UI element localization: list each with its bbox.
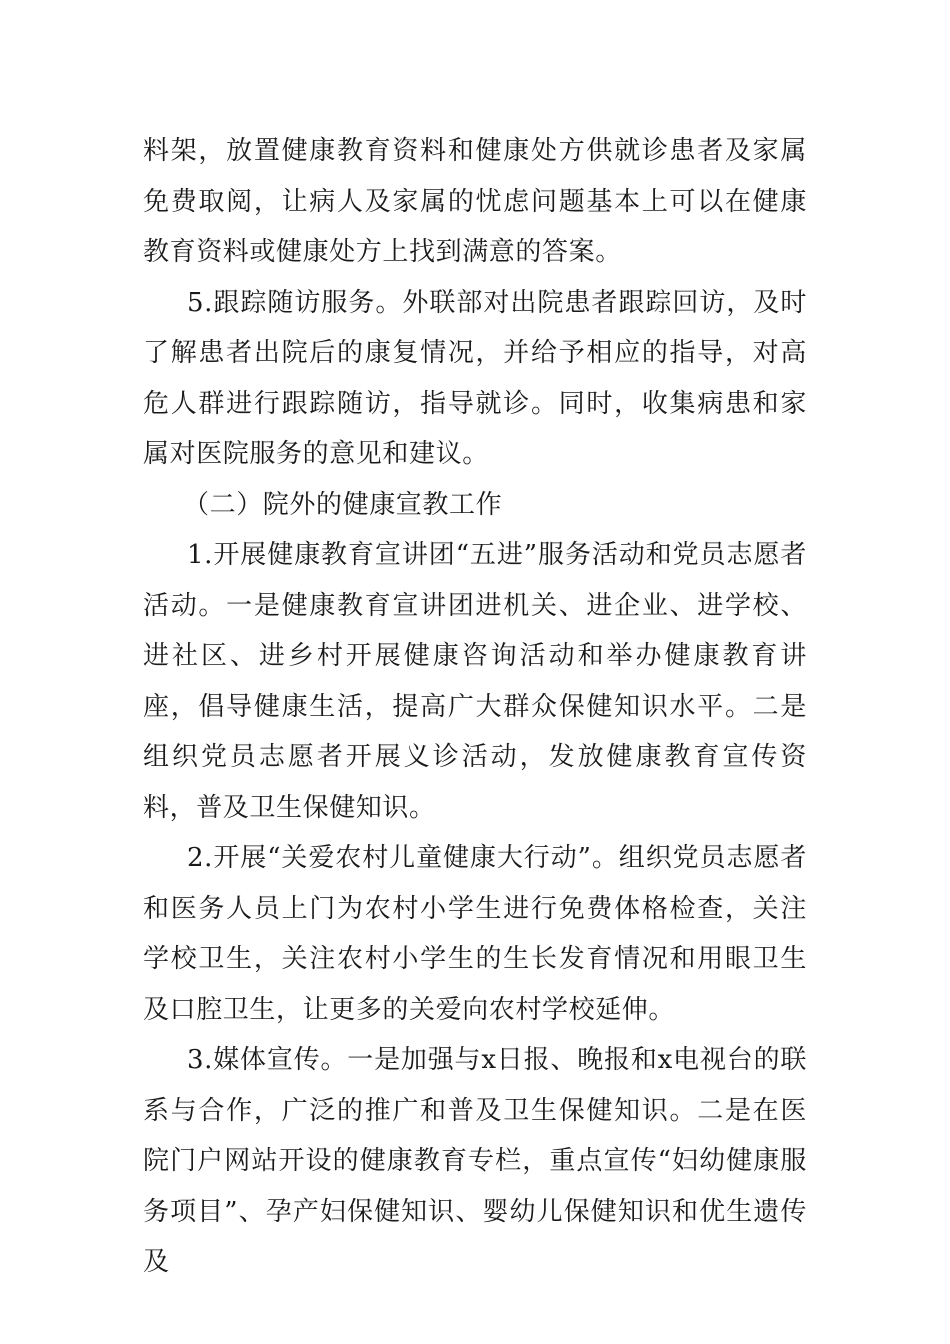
section-heading-outreach: （二）院外的健康宣教工作 xyxy=(183,489,503,520)
paragraph-media-publicity: 3.媒体宣传。一是加强与x日报、晚报和x电视台的联系与合作，广泛的推广和普及卫生保健知识。二是在医院门户网站开设的健康教育专栏，重点宣传“妇幼健康服务项目”、孕产妇保健知识、婴幼儿保健知识和优生遗传及 xyxy=(143,1045,807,1277)
paragraph-continuation: 料架，放置健康教育资料和健康处方供就诊患者及家属免费取阅，让病人及家属的忧虑问题基本上可以在健康教育资料或健康处方上找到满意的答案。 xyxy=(143,136,807,267)
paragraph-follow-up-service: 5.跟踪随访服务。外联部对出院患者跟踪回访，及时了解患者出院后的康复情况，并给予相应的指导，对高危人群进行跟踪随访，指导就诊。同时，收集病患和家属对医院服务的意见和建议。 xyxy=(143,287,807,469)
document-body xyxy=(143,126,807,1288)
paragraph-rural-children: 2.开展“关爱农村儿童健康大行动”。组织党员志愿者和医务人员上门为农村小学生进行免费体格检查，关注学校卫生，关注农村小学生的生长发育情况和用眼卫生及口腔卫生，让更多的关爱向农村学校延伸。 xyxy=(143,843,807,1025)
paragraph-lecture-team: 1.开展健康教育宣讲团“五进”服务活动和党员志愿者活动。一是健康教育宣讲团进机关、进企业、进学校、进社区、进乡村开展健康咨询活动和举办健康教育讲座，倡导健康生活，提高广大群众保健知识水平。二是组织党员志愿者开展义诊活动，发放健康教育宣传资料，普及卫生保健知识。 xyxy=(143,540,807,823)
